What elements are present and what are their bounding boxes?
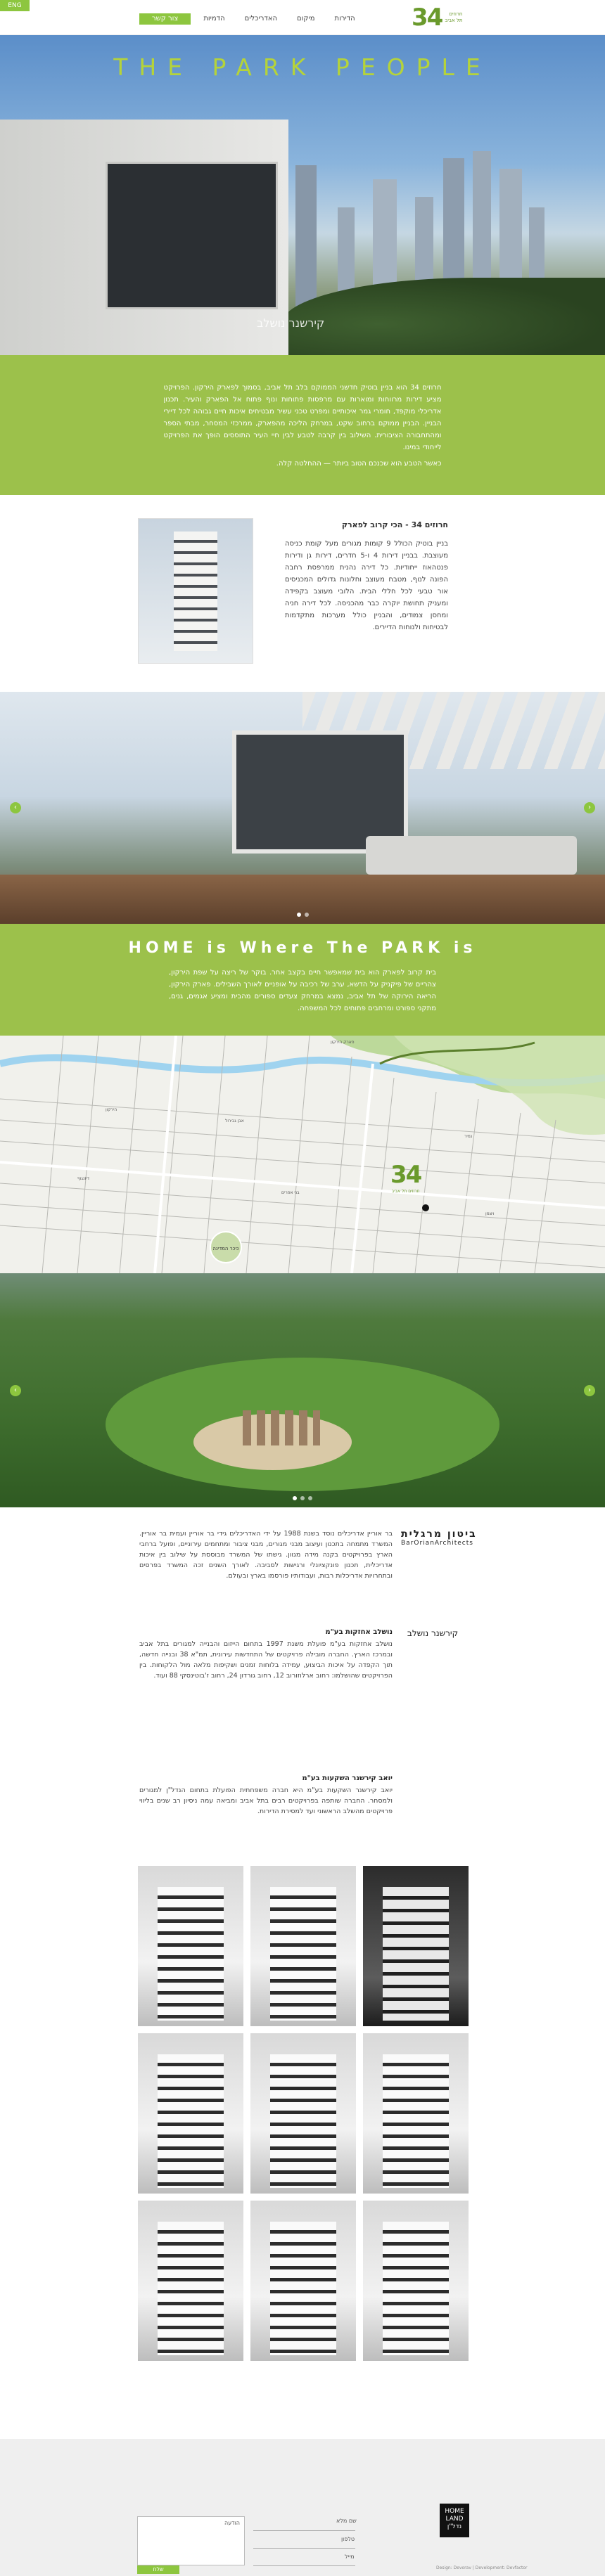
message-field-label: הודעה bbox=[224, 2520, 240, 2526]
logo-number: 34 bbox=[412, 4, 442, 32]
homeland-logo-line-2: LAND bbox=[445, 2516, 464, 2523]
gallery-thumbnail[interactable] bbox=[363, 1866, 469, 2026]
main-nav bbox=[139, 13, 365, 25]
park-slider bbox=[0, 1273, 605, 1507]
gallery-thumbnail[interactable] bbox=[250, 1866, 356, 2026]
location-map[interactable] bbox=[0, 1036, 605, 1273]
building-tower bbox=[174, 532, 217, 651]
intro-text-2: כאשר הטבע הוא שכנכם הטוב ביותר — ההחלטה קלה. bbox=[276, 460, 442, 468]
investor-text-block bbox=[139, 1775, 393, 1817]
park-slider-next-button[interactable]: › bbox=[584, 1385, 595, 1396]
map-street-label: ויצמן bbox=[485, 1211, 495, 1216]
map-street-label: הירקון bbox=[106, 1107, 117, 1112]
gallery-thumbnail[interactable] bbox=[138, 1866, 243, 2026]
language-switch-button[interactable]: ENG bbox=[0, 0, 30, 11]
name-input[interactable] bbox=[253, 2530, 355, 2531]
building-window bbox=[106, 162, 278, 309]
logo-text bbox=[445, 11, 462, 24]
slider-dot[interactable] bbox=[305, 913, 309, 917]
investor-title: יואב קירשנר השקעות בע"מ bbox=[302, 1775, 393, 1782]
renders-slider bbox=[0, 692, 605, 924]
thumbnail-building bbox=[383, 1887, 449, 2021]
architects-logo-title: ביטון מרגלית bbox=[401, 1528, 477, 1540]
gallery-thumbnail[interactable] bbox=[250, 2033, 356, 2194]
slider-next-button[interactable]: › bbox=[584, 802, 595, 813]
home-park-section bbox=[0, 924, 605, 1036]
map-street-label: נמיר bbox=[464, 1134, 473, 1139]
homeland-logo bbox=[440, 2504, 469, 2537]
about-text: בניין בוטיק הכולל 9 קומות מגורים מעל קומת כניסה מעוצבת. בבניין דירות 4 ו-5 חדרים, דירות גן ודירות פנטהאוז ייחודיות. כל דירה נהנית ממרפסת רחבה הפונה לנוף, מטבח מעוצב וחלונות גדולים המכניסים אור טבעי לכל חללי הבית. הלובי מעוצב בקפידה ומעניק תחושת יוקרה כבר מהכניסה. לכל דירה חניה ומחסן צמודים, והבניין כולל מערכות מתקדמות לבטיחות ולנוחות הדיירים. bbox=[285, 540, 449, 631]
intro-section bbox=[0, 355, 605, 495]
hero-caption: קירשנר נושלב bbox=[257, 316, 325, 330]
architects-logo bbox=[401, 1528, 477, 1547]
contact-footer bbox=[0, 2439, 605, 2576]
developer-text: נושלב אחזקות בע"מ פועלת משנת 1997 בתחום הייזום והבנייה למגורים בתל אביב ובמרכז הארץ. החברה מובילה פרויקטים של התחדשות עירונית, תמ"א 38 ובנייה חדשה, תוך הקפדה על איכות הביצוע, עמידה בלוחות זמנים ושקיפות מלאה מול הלקוחות. בין הפרויקטים שהושלמו: רחוב ארלוזורוב 12, רחוב גורדון 24, רחוב ז'בוטינסקי 88 ועוד. bbox=[139, 1640, 393, 1680]
gallery-thumbnail[interactable] bbox=[250, 2201, 356, 2361]
message-textarea[interactable] bbox=[137, 2516, 245, 2565]
gallery-thumbnail[interactable] bbox=[138, 2201, 243, 2361]
thumbnail-building bbox=[270, 1887, 336, 2021]
hero-building bbox=[0, 120, 288, 355]
send-button[interactable]: שלח bbox=[137, 2565, 179, 2574]
phone-input[interactable] bbox=[253, 2548, 355, 2549]
map-park-label: פארק הירקון bbox=[331, 1040, 355, 1045]
skyline-tower bbox=[295, 165, 317, 313]
homeland-logo-line-3: נדל"ן bbox=[447, 2523, 462, 2530]
architects-logo-subtitle: BarOrianArchitects bbox=[401, 1540, 473, 1547]
thumbnail-building bbox=[270, 2054, 336, 2188]
projects-gallery bbox=[0, 1866, 605, 2439]
nav-item-renders[interactable]: הדמיות bbox=[203, 15, 225, 22]
map-street-label: אבן גבירול bbox=[225, 1119, 244, 1123]
gallery-thumbnail[interactable] bbox=[138, 2033, 243, 2194]
building-render-image bbox=[138, 518, 253, 664]
nav-item-apartments[interactable]: הדירות bbox=[334, 15, 355, 22]
thumbnail-building bbox=[383, 2054, 449, 2188]
glass-room bbox=[232, 730, 408, 854]
phone-field-label: טלפון bbox=[341, 2536, 355, 2542]
logo-line-2: תל אביב bbox=[445, 18, 463, 23]
logo-line-1: חרוזים bbox=[449, 11, 463, 17]
hero-title: THE PARK PEOPLE bbox=[113, 53, 492, 81]
map-logo-number: 34 bbox=[390, 1161, 421, 1189]
thumbnail-building bbox=[270, 2222, 336, 2355]
name-field-label: שם מלא bbox=[336, 2518, 357, 2524]
gallery-thumbnail[interactable] bbox=[363, 2201, 469, 2361]
map-street-label: בני אפרים bbox=[281, 1190, 300, 1195]
thumbnail-building bbox=[158, 2222, 224, 2355]
email-field-label: מייל bbox=[345, 2554, 355, 2560]
park-slider-dots bbox=[0, 1496, 605, 1500]
about-section bbox=[0, 495, 605, 692]
developer-text-block bbox=[139, 1628, 393, 1681]
home-park-text: בית קרוב לפארק הוא בית שמאפשר חיים בקצב אחר. בוקר של ריצה על שפת הירקון, צהריים של פיקניק על הדשא, ערב של רכיבה על אופניים לאורך השבילים. פארק הירקון, הריאה הירוקה של תל אביב, נמצא במרחק צעדים ספורים מהבית ומציע אגמים, גנים, מתקני ספורט ומרחבים פתוחים לכל המשפחה. bbox=[169, 969, 436, 1012]
thumbnail-building bbox=[383, 2222, 449, 2355]
about-title: חרוזים 34 - הכי קרוב לפארק bbox=[341, 520, 448, 529]
slider-dot[interactable] bbox=[297, 913, 301, 917]
gallery-thumbnail[interactable] bbox=[363, 2033, 469, 2194]
map-circle-label: כיכר המדינה bbox=[210, 1231, 242, 1263]
developer-logo: קירשנר נושלב bbox=[407, 1628, 459, 1638]
email-input[interactable] bbox=[253, 2565, 355, 2566]
map-graphic bbox=[0, 1036, 605, 1273]
investor-text: יואב קירשנר השקעות בע"מ היא חברה משפחתית הפועלת בתחום הנדל"ן למגורים ולמסחר. החברה שותפה בפרויקטים רבים בתל אביב ומביאה עמה ניסיון רב שנים בליווי פרויקטים מהשלב הראשוני ועד למסירת הדירות. bbox=[139, 1786, 393, 1815]
nav-item-architects[interactable]: האדריכלים bbox=[244, 15, 278, 22]
slider-dot[interactable] bbox=[308, 1496, 312, 1500]
intro-text: חרוזים 34 הוא בניין בוטיק חדשני הממוקם בלב תל אביב, בסמוך לפארק הירקון. הפרויקט מציע דירות מרווחות ומוארות עם מרפסות פתוחות ונוף פתוח אל הפארק והעיר. תכנון אדריכלי מוקפד, חומרי גמר איכותיים ומפרט טכני עשיר מבטיחים איכות חיים גבוהה לכל דיירי הבניין. הבניין ממוקם ברחוב שקט, במרחק הליכה מהפארק, ממרכזי המסחר, מבתי הספר ומהתחבורה הציבורית. השילוב בין קרבה לטבע לבין חיי העיר התוססים הופך את הפרויקט לייחודי במינו. bbox=[163, 384, 442, 451]
nav-item-location[interactable]: מיקום bbox=[297, 15, 315, 22]
park-stones bbox=[243, 1410, 320, 1445]
slider-dot[interactable] bbox=[300, 1496, 305, 1500]
architects-text: בר אוריין אדריכלים נוסד בשנת 1988 על ידי האדריכלים גידי בר אוריין ועמית בר אוריין. המשרד מתמחה בתכנון ועיצוב מבני מגורים, מבני ציבור ומתחמים עירוניים, ופועל ברחבי הארץ בפרויקטים בקנה מידה מגוון. גישתו של המשרד מבוססת על שילוב בין איכות אדריכלית, תכנון פונקציונלי ורגישות לסביבה. לאורך השנים זכה המשרד בפרסים ובתחרויות אדריכלות רבות, ועבודותיו פורסמו בארץ ובעולם. bbox=[139, 1530, 393, 1580]
thumbnail-building bbox=[158, 1887, 224, 2021]
slider-dot[interactable] bbox=[293, 1496, 297, 1500]
hero-banner bbox=[0, 35, 605, 355]
park-slider-prev-button[interactable]: ‹ bbox=[10, 1385, 21, 1396]
architects-text-block bbox=[139, 1528, 393, 1581]
site-credits[interactable]: Design: Devorav | Development: Devfactor bbox=[436, 2565, 528, 2570]
about-text-block bbox=[285, 520, 448, 633]
developer-title: נושלב אחזקות בע"מ bbox=[325, 1628, 393, 1636]
architects-section bbox=[0, 1507, 605, 1866]
site-logo[interactable] bbox=[412, 4, 462, 32]
map-pin-icon bbox=[422, 1204, 429, 1211]
sofa bbox=[366, 836, 577, 875]
slider-prev-button[interactable]: ‹ bbox=[10, 802, 21, 813]
map-logo-text: חרוזים תל אביב bbox=[391, 1189, 420, 1194]
nav-item-contact-button[interactable]: צור קשר bbox=[139, 13, 191, 25]
hero-trees bbox=[281, 278, 605, 355]
site-header bbox=[0, 0, 605, 35]
homeland-logo-line-1: HOME bbox=[445, 2508, 464, 2515]
slider-dots bbox=[0, 913, 605, 917]
map-street-label: דיזנגוף bbox=[77, 1176, 90, 1181]
home-park-title: HOME is Where The PARK is bbox=[128, 939, 477, 957]
map-project-logo bbox=[390, 1161, 421, 1194]
thumbnail-building bbox=[158, 2054, 224, 2188]
